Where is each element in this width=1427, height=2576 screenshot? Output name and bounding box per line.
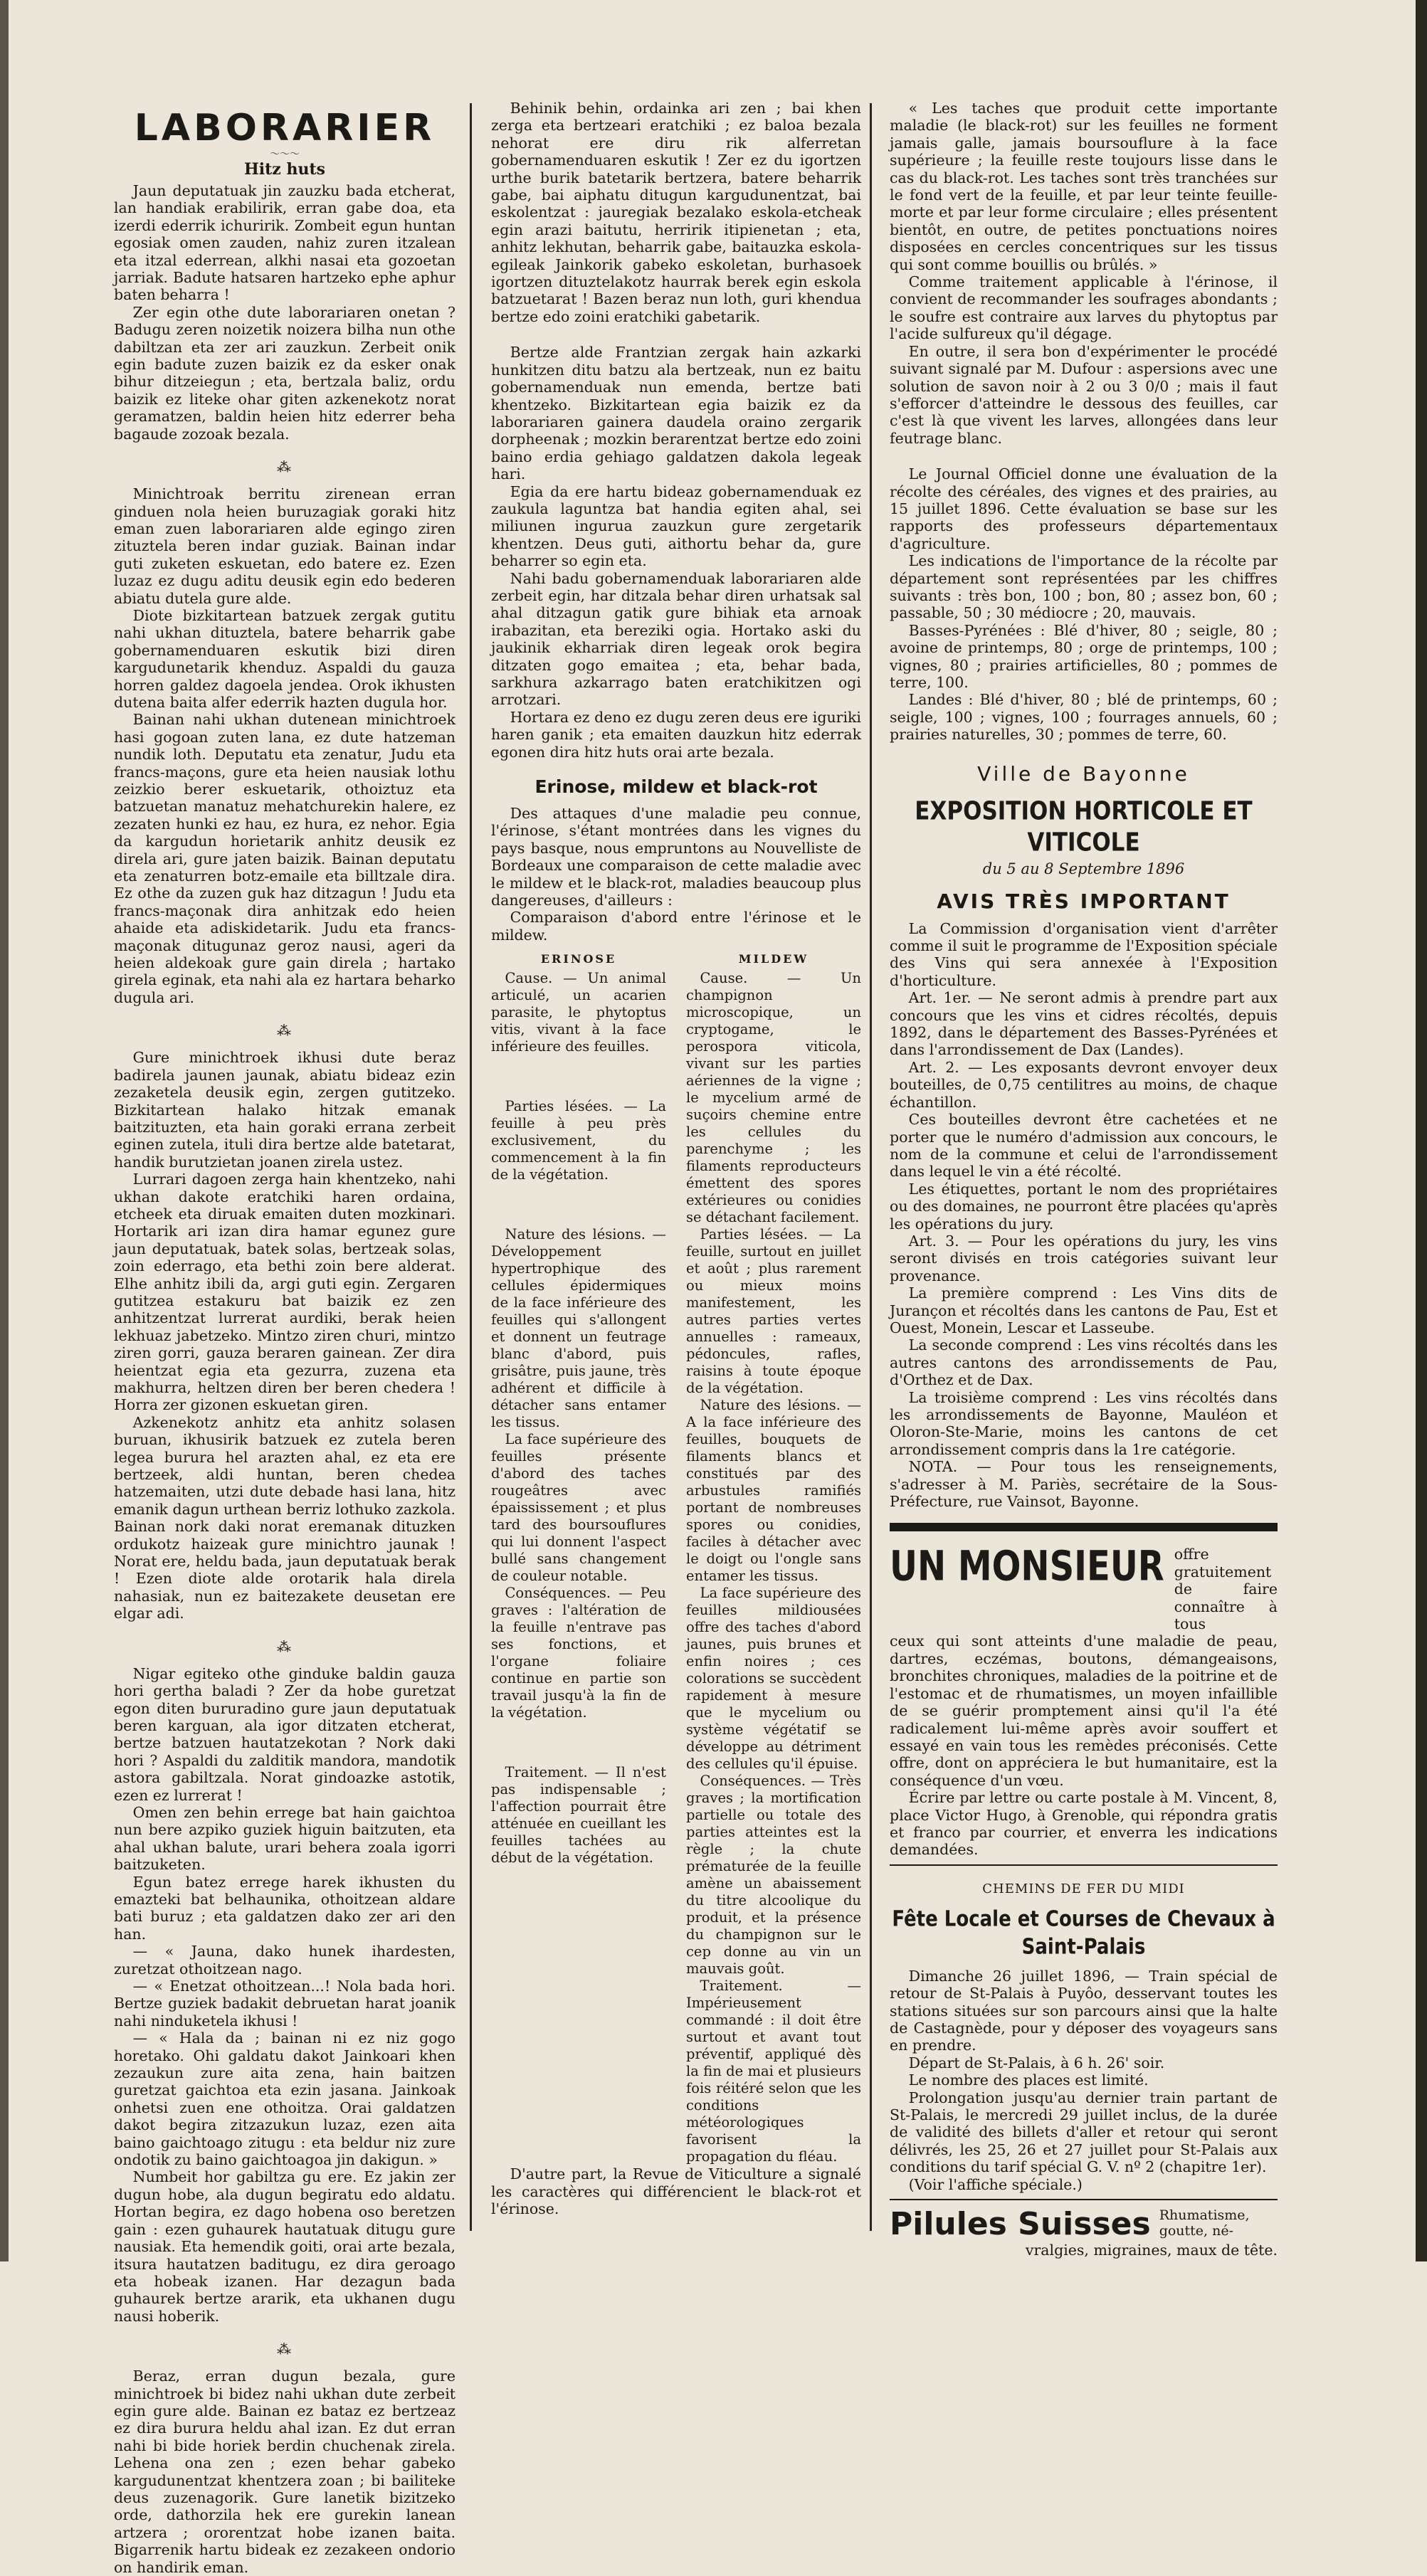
asterism-ornament: ⁂ xyxy=(277,1022,293,1040)
page-left-edge xyxy=(0,0,9,2261)
paragraph: Les étiquettes, portant le nom des propriétaires ou des domaines, ne pourront être placées qu'après les opérations du jury. xyxy=(890,1180,1278,1232)
asterism-ornament: ⁂ xyxy=(277,1637,293,1655)
paragraph: Beraz, erran dugun bezala, gure minichtroek bi bidez nahi ukhan dute zerbeit egin gure alde. Bainan ez bataz ez bertzeaz ez dira burura heldu ahal izan. Ez dut erran nahi bi bide horiek berdin chuchenak zirela. Lehena ona zen ; ezen behar gabeko kargudunentzat khentzera zoan ; bi bailiteke deus zuzenagorik. Gure lanetik bizitzeko orde, dathorzila hek ere gurekin lanean artzera ; ororentzat hobe izanen baita. Bigarrenik hartu bideak ez zezakeen ondorio on handirik eman. xyxy=(114,2368,456,2576)
paragraph: Des attaques d'une maladie peu connue, l'érinose, s'étant montrées dans les vignes du pays basque, nous empruntons au Nouvelliste de Bordeaux une comparaison de cette maladie avec le mildew et le black-rot, maladies beaucoup plus dangereuses, d'ailleurs : xyxy=(491,805,861,909)
paragraph: Azkenekotz anhitz eta anhitz solasen buruan, ikhusirik batzuek ez zutela beren legea burura hel arazten ahal, ez eta ere bertzeek, aldi huntan, beren chedea hatzemaiten, utzi dute debade hasi lana, hitz emanik dagun urthean berriz lothuko zazkola. Bainan nork daki norat eremanak dituzken ordukotz haizeak gure minichtro jaunak ! Norat ere, heldu bada, jaun deputatuak berak ! Ezen diote alde orotarik hala direla nahasiak, nun ez baitezakete deusetan ere elgar adi. xyxy=(114,1413,456,1622)
paragraph: Egia da ere hartu bideaz gobernamenduak ez zaukula laguntza bat handia egiten ahal, sei miliunen ingurua zauzkun gure zergetarik khentzen. Deus guti, aithortu behar da, gure beharrer so egin eta. xyxy=(491,482,861,570)
separator-bar xyxy=(890,1523,1278,1531)
paragraph: Art. 2. — Les exposants devront envoyer deux bouteilles, de 0,75 centilitres au moins, de chaque échantillon. xyxy=(890,1058,1278,1111)
paragraph: « Les taches que produit cette importante maladie (le black-rot) sur les feuilles ne forment jamais galle, jamais boursouflure à la face supérieure ; la feuille reste toujours lisse dans le cas du black-rot. Les taches sont très tranchées sur le fond vert de la feuille, et par leur teinte feuille-morte et par leur forme circulaire ; elles présentent bientôt, en outre, de petites ponctuations noires disposées en cercles concentriques sur les tissus qui sont comme bouillis ou brûlés. » xyxy=(890,100,1278,273)
paragraph: Minichtroak berritu zirenean erran ginduen nola heien buruzagiak goraki hitz eman zuen laborariaren alde egingo ziren zituztela beren indar guziak. Bainan indar guti zuketen eskuetan, edo batere ez. Ezen luzaz ez dugu aditu deusik egin edo bederen abiatu dutela gure alde. xyxy=(114,485,456,607)
paragraph: — « Hala da ; bainan ni ez niz gogo horetako. Ohi galdatu dakot Jainkoari khen zezaukun zure aita zena, hain baitzen guretzat gaichtoa eta ezin jasana. Jainkoak onhetsi zuen ene othoitza. Orai galdatzen dakot begira zitzazukun luzaz, ezen aita baino gaichtoago zitugu : eta beldur niz zure ondotik zu baino gaichtoagoa jin dakigun. » xyxy=(114,2029,456,2169)
monsieur-ad xyxy=(890,1544,1278,1632)
erinose-title: Erinose, mildew et black-rot xyxy=(535,776,818,798)
paragraph: Jaun deputatuak jin zauzku bada etcherat, lan handiak erabilirik, erran gabe doa, eta izerdi ederrik ichuririk. Zombeit egun huntan egosiak omen zauden, nahiz zuren itzalean eta itzal ederrean, alkhi nasai eta gozoetan jarriak. Badute hatsaren hartzeko ephe aphur baten beharra ! xyxy=(114,182,456,304)
column-3 xyxy=(890,100,1278,2259)
paragraph: Nahi badu gobernamenduak laborariaren alde zerbeit egin, har ditzala behar diren urhatsak sal ahal ditzagun gatik gure bihiak eta arnoak irabazitan, eta bereziki ogia. Hortako aski du jaukinik ekharriak diren legeak orok begira ditzaten gogo emaitea ; eta, behar bada, sarkhura azkarrago baten eratchikitzen ogi arrotzari. xyxy=(491,569,861,709)
column-1 xyxy=(114,107,456,2576)
paragraph: Les indications de l'importance de la récolte par département sont représentées par les chiffres suivants : très bon, 100 ; bon, 80 ; assez bon, 60 ; passable, 50 ; 30 médiocre ; 20, mauvais. xyxy=(890,552,1278,622)
asterism-ornament: ⁂ xyxy=(277,458,293,476)
mildew-heading: MILDEW xyxy=(738,952,809,966)
squiggle-ornament: 〜〜〜 xyxy=(270,149,300,160)
paragraph: NOTA. — Pour tous les renseignements, s'adresser à M. Pariès, secrétaire de la Sous-Préfecture, rue Vainsot, Bayonne. xyxy=(890,1458,1278,1511)
paragraph: Nature des lésions. — A la face inférieure des feuilles, bouquets de filaments blancs et constitués par des arbustules ramifiés portant de nombreuses spores ou conidies, faciles à détacher avec le doigt ou l'ongle sans entamer les tissus. xyxy=(686,1397,861,1585)
divider xyxy=(890,2199,1278,2200)
paragraph: Cause. — Un champignon microscopique, un cryptogame, le perospora viticola, vivant sur les parties aériennes de la vigne ; le mycelium armé de suçoirs chemine entre les cellules du parenchyme ; les filaments reproducteurs émettent des spores extérieures ou conidies se détachant facilement. xyxy=(686,970,861,1226)
avis-heading: AVIS TRÈS IMPORTANT xyxy=(937,889,1231,913)
paragraph: Bertze alde Frantzian zergak hain azkarki hunkitzen ditu batzu ala bertzeak, nun ez baitu gobernamenduak nun emenda, bertze bati khentzeko. Bizkitartean egia baizik ez da laborariaren gainera daudela oraino zergarik dorpheenak ; mozkin berarentzat bertze edo zoini baino erdia gehiago galdatzen dakola legeak hari. xyxy=(491,344,861,483)
paragraph: Lurrari dagoen zerga hain khentzeko, nahi ukhan dakote eratchiki haren ordaina, etcheek eta diruak emaiten duten mozkinari. Hortarik ari izan dira hamar egunez gure jaun deputatuak, batek solas, bertzeak solas, zoin ederrago, eta bethi zoin bere alderat. Elhe anhitz ibili da, argi guti egin. Zergaren gutitzea estakuru bat baizik ez zen anhitzentzat lurrerat aurdiki, berak heien lekhuaz jabetzeko. Mintzo ziren churi, mintzo ziren gorri, gauza beraren gainean. Zer dira heientzat egia eta gezurra, zuzena eta makhurra, heltzen diren ber beren chedera ! Horra zer gizonen eskuetan giren. xyxy=(114,1171,456,1414)
asterism-ornament: ⁂ xyxy=(277,2340,293,2358)
page-right-edge xyxy=(1416,0,1427,2261)
paragraph: Ces bouteilles devront être cachetées et ne porter que le numéro d'admission aux concours, le nom de la commune et celui de l'arrondissement dans lequel le vin a été récolté. xyxy=(890,1111,1278,1181)
paragraph: Parties lésées. — La feuille, surtout en juillet et août ; plus rarement ou mieux moins manifestement, les autres parties vertes annuelles : rameaux, pédoncules, rafles, raisins à toute époque de la végétation. xyxy=(686,1226,861,1397)
erinose-column xyxy=(491,952,666,2165)
paragraph: Cause. — Un animal articulé, un acarien parasite, le phytoptus vitis, vivant à la face inférieure des feuilles. xyxy=(491,970,666,1055)
paragraph: Basses-Pyrénées : Blé d'hiver, 80 ; seigle, 80 ; avoine de printemps, 80 ; orge de printemps, 100 ; vignes, 80 ; prairies artificielles, 80 ; pommes de terre, 100. xyxy=(890,621,1278,691)
paragraph: Conséquences. — Très graves ; la mortification partielle ou totale des parties atteintes est la règle ; la chute prématurée de la feuille amène un abaissement du titre alcoolique du produit, et la présence du champignon sur le cep donne au vin un mauvais goût. xyxy=(686,1773,861,1978)
paragraph: Traitement. — Impérieusement commandé : il doit être surtout et avant tout préventif, appliqué dès la fin de mai et plusieurs fois réitéré selon que les conditions météorologiques favorisent la propagation du fléau. xyxy=(686,1978,861,2165)
paragraph: Art. 1er. — Ne seront admis à prendre part aux concours que les vins et cidres récoltés, depuis 1892, dans le département des Basses-Pyrénées et dans l'arrondissement de Dax (Landes). xyxy=(890,989,1278,1059)
paragraph: — « Enetzat othoitzean...! Nola bada hori. Bertze guziek badakit debruetan harat joanik nahi ninduketela ikhusi ! xyxy=(114,1978,456,2029)
paragraph: Landes : Blé d'hiver, 80 ; blé de printemps, 60 ; seigle, 100 ; vignes, 100 ; fourrages annuels, 60 ; prairies naturelles, 30 ; pommes de terre, 60. xyxy=(890,691,1278,744)
monsieur-side: offre gratuitement de faire connaître à tous xyxy=(1174,1546,1278,1633)
paragraph: La première comprend : Les Vins dits de Jurançon et récoltés dans les cantons de Pau, Est et Ouest, Monein, Lescar et Lasseube. xyxy=(890,1284,1278,1336)
comparison-table xyxy=(491,952,861,2165)
paragraph: Egun batez errege harek ikhusten du emazteki bat belhaunika, othoitzean aldare bati buruz ; eta galdatzen dako zer ari den han. xyxy=(114,1873,456,1943)
paragraph: (Voir l'affiche spéciale.) xyxy=(908,2175,1083,2193)
pilules-side: Rhumatisme, goutte, né- xyxy=(1159,2207,1250,2239)
column-2 xyxy=(491,100,861,2234)
erinose-heading: ERINOSE xyxy=(540,952,617,966)
ville-heading: Ville de Bayonne xyxy=(977,761,1190,786)
pilules-ad xyxy=(890,2207,1278,2242)
paragraph: Behinik behin, ordainka ari zen ; bai khen zerga eta bertzeari eratchiki ; ez baloa bezala nehorat ere diru rik alferretan gobernamenduaren eskutik ! Zer ez du igortzen urthe burik batetarik bertzera, batere beharrik gabe, bai aiphatu ditugun kargudunentzat, bai eskolentzat : jauregiak bezalako eskola-etcheak egin arazi baitutu, herririk itipienetan ; eta, anhitz lekhutan, beharrik gabe, baitauzka eskola-egileak Jainkorik gabeko eskoletan, burhasoek igortzen dituztelakotz haurrak berek egin eskola batzuetarat ! Bazen beraz nun loth, guri khendua bertze edo zoini eratchiki gabetarik. xyxy=(491,100,861,325)
paragraph: Le Journal Officiel donne une évaluation de la récolte des céréales, des vignes et des prairies, au 15 juillet 1896. Cette évaluation se base sur les rapports des professeurs départementaux d'agriculture. xyxy=(890,465,1278,552)
paragraph: Départ de St-Palais, à 6 h. 26' soir. xyxy=(908,2054,1165,2071)
pilules-rest: vralgies, migraines, maux de tête. xyxy=(1025,2242,1278,2259)
paragraph: Bainan nahi ukhan dutenean minichtroek hasi gogoan zuten lana, ez dute hatzeman nundik loth. Deputatu eta zenatur, Judu eta francs-maçons, gure eta heien nausiak lothu zeizkio berer eskuetarik, othoiztuz eta batzuetan manatuz mehatchurekin halere, ez zezaten hunki ez hau, ez hura, ez nehor. Egia da kargudun horietarik anhitz deusik ez direla ari, gure jaten baizik. Bainan deputatu eta zenaturren botz-emaile eta billtzale dira. Ez othe da zuzen guk haz ditzagun ! Judu eta francs-maçonak dira anhitzak edo heien ahaide eta adiskidetarik. Judu eta francs-maçonak ditugunaz geroz nausi, ageri da heien aldekoak gure gain direla ; hartako girela eginak, eta nahi ala ez hartara beharko dugula ari. xyxy=(114,711,456,1006)
paragraph: La troisième comprend : Les vins récoltés dans les arrondissements de Bayonne, Mauléon et Oloron-Ste-Marie, moins les cantons de cet arrondissement compris dans la 1re catégorie. xyxy=(890,1388,1278,1458)
paragraph: Écrire par lettre ou carte postale à M. Vincent, 8, place Victor Hugo, à Grenoble, qui répondra gratis et franco par courrier, et enverra les indications demandées. xyxy=(890,1789,1278,1859)
paragraph: Numbeit hor gabiltza gu ere. Ez jakin zer dugun hobe, ala dugun begiratu edo aldatu. Hortan begira, ez dago hobena oso beretzen gain : ezen guhaurek hautatuak ditugu gure nausiak. Eta hemendik goiti, orai arte bezala, itsura hautatzen baditugu, ez dira geroago eta hobeak izanen. Har dezagun bada guhaurek bertze ararik, eta ukhanen dugu nausi hoberik. xyxy=(114,2168,456,2325)
paragraph: Comme traitement applicable à l'érinose, il convient de recommander les soufrages abondants ; le soufre est contraire aux larves du phytoptus par l'acide sulfureux qu'il dégage. xyxy=(890,273,1278,343)
paragraph: D'autre part, la Revue de Viticulture a signalé les caractères qui différencient le black-rot et l'érinose. xyxy=(491,2165,861,2218)
exposition-title: EXPOSITION HORTICOLE ET VITICOLE xyxy=(915,796,1253,857)
paragraph: Art. 3. — Pour les opérations du jury, les vins seront divisés en trois catégories suivant leur provenance. xyxy=(890,1232,1278,1284)
paragraph: La Commission d'organisation vient d'arrêter comme il suit le programme de l'Exposition spéciale des Vins qui sera annexée à l'Exposition d'horticulture. xyxy=(890,919,1278,989)
laborarier-subtitle: Hitz huts xyxy=(244,160,325,179)
fete-title: Fête Locale et Courses de Chevaux à Saint-Palais xyxy=(892,1906,1275,1960)
pilules-title: Pilules Suisses xyxy=(890,2206,1151,2243)
paragraph: Nigar egiteko othe ginduke baldin gauza hori gertha baladi ? Zer da hobe guretzat egon diten bururadino gure jaun deputatuak beren karguan, ala igor ditzaten etcherat, bertze batzuen hautatzekotan ? Nork daki hori ? Aspaldi du zalditik mandora, mandotik astora gabiltzala. Norat gindoazke astotik, ezen ez lurrerat ! xyxy=(114,1664,456,1804)
paragraph: Dimanche 26 juillet 1896, — Train spécial de retour de St-Palais à Puyôo, desservant toutes les stations situées sur son parcours ainsi que la halte de Castagnède, pour y déposer des voyageurs sans en prendre. xyxy=(890,1967,1278,2054)
paragraph: La face supérieure des feuilles présente d'abord des taches rougeâtres avec épaississement ; et plus tard des boursouflures qui lui donnent l'aspect bullé sans changement de couleur notable. xyxy=(491,1431,666,1585)
paragraph: Le nombre des places est limité. xyxy=(908,2071,1149,2089)
paragraph: Zer egin othe dute laborariaren onetan ? Badugu zeren noizetik noizera bilha nun othe dabiltzan eta zer ari zauzkun. Zerbeit onik egin badute zuzen baizik ez da esker onak bihur ditzeiegun ; eta, bertzala baliz, ordu baizik ez liteke ohar giten azkenekotz norat geramatzen, baldin heien hitz ederrer beha bagaude zozoak bezala. xyxy=(114,303,456,443)
divider xyxy=(890,1864,1278,1866)
paragraph: Parties lésées. — La feuille à peu près exclusivement, du commencement à la fin de la végétation. xyxy=(491,1098,666,1183)
paragraph: Nature des lésions. — Développement hypertrophique des cellules épidermiques de la face inférieure des feuilles qui s'allongent et donnent un feutrage blanc d'abord, puis grisâtre, puis jaune, très adhérent et difficile à détacher sans entamer les tissus. xyxy=(491,1226,666,1431)
exposition-dates: du 5 au 8 Septembre 1896 xyxy=(982,860,1185,877)
monsieur-title: UN MONSIEUR xyxy=(890,1543,1164,1591)
paragraph: La seconde comprend : Les vins récoltés dans les autres cantons des arrondissements de Pau, d'Orthez et de Dax. xyxy=(890,1336,1278,1389)
chemins-header: CHEMINS DE FER DU MIDI xyxy=(982,1881,1185,1896)
mildew-column xyxy=(686,952,861,2165)
paragraph: Gure minichtroek ikhusi dute beraz badirela jaunen jaunak, abiatu bideaz ezin zezaketela deusik egin, zergen gutitzeko. Bizkitartean halako hitzak emanak baitzituzten, eta hain goraki errana zerbeit eginen zutela, ituli dira bertze alde batetarat, handik burutzietan joanen zirela ustez. xyxy=(114,1049,456,1171)
column-rule xyxy=(470,103,472,2231)
paragraph: La face supérieure des feuilles mildiousées offre des taches d'abord jaunes, puis brunes et enfin noires ; ces colorations se succèdent rapidement à mesure que le mycelium ou système végétatif se développe au détriment des cellules qu'il épuise. xyxy=(686,1585,861,1773)
paragraph: — « Jauna, dako hunek ihardesten, zuretzat othoitzean nago. xyxy=(114,1943,456,1978)
paragraph: Conséquences. — Peu graves : l'altération de la feuille n'entrave pas ses fonctions, et l'organe foliaire continue en partie son travail jusqu'à la fin de la végétation. xyxy=(491,1585,666,1721)
paragraph: Hortara ez deno ez dugu zeren deus ere iguriki haren ganik ; eta emaiten dauzkun hitz ederrak egonen dira hitz huts orai arte bezala. xyxy=(491,708,861,761)
laborarier-title: LABORARIER xyxy=(134,107,436,149)
paragraph: Comparaison d'abord entre l'érinose et le mildew. xyxy=(491,909,861,944)
paragraph: ceux qui sont atteints d'une maladie de peau, dartres, eczémas, boutons, démangeaisons, bronchites chroniques, maladies de la poitrine et de l'estomac et de rhumatismes, un moyen infaillible de se guérir promptement ainsi qu'il l'a été radicalement lui-même après avoir souffert et essayé en vain tous les remèdes préconisés. Cette offre, dont on appréciera le but humanitaire, est la conséquence d'un vœu. xyxy=(890,1632,1278,1789)
paragraph: Traitement. — Il n'est pas indispensable ; l'affection pourrait être atténuée en cueillant les feuilles tachées au début de la végétation. xyxy=(491,1764,666,1867)
paragraph: Diote bizkitartean batzuek zergak gutitu nahi ukhan dituztela, batere beharrik gabe gobernamenduaren eskutik bizi diren kargudunetarik khenduz. Aspaldi du gauza horren galdez dagoela jendea. Orok ikhusten dutena baita alfer ederrik hazten dugula hor. xyxy=(114,606,456,711)
paragraph: En outre, il sera bon d'expérimenter le procédé suivant signalé par M. Dufour : aspersions avec une solution de savon noir à 2 ou 3 0/0 ; mais il faut s'efforcer d'atteindre le dessous des feuilles, car c'est là que vivent les larves, allongées dans leur feutrage blanc. xyxy=(890,342,1278,447)
paragraph: Prolongation jusqu'au dernier train partant de St-Palais, le mercredi 29 juillet inclus, de la durée de validité des billets d'aller et retour qui seront délivrés, les 25, 26 et 27 juillet pour St-Palais aux conditions du tarif spécial G. V. nº 2 (chapitre 1er). xyxy=(890,2089,1278,2176)
paragraph: Omen zen behin errege bat hain gaichtoa nun bere azpiko guziek higuin baitzuten, eta ahal ukhan balute, urari behera zoala igorri baitzuketen. xyxy=(114,1803,456,1874)
column-rule xyxy=(870,103,872,2231)
